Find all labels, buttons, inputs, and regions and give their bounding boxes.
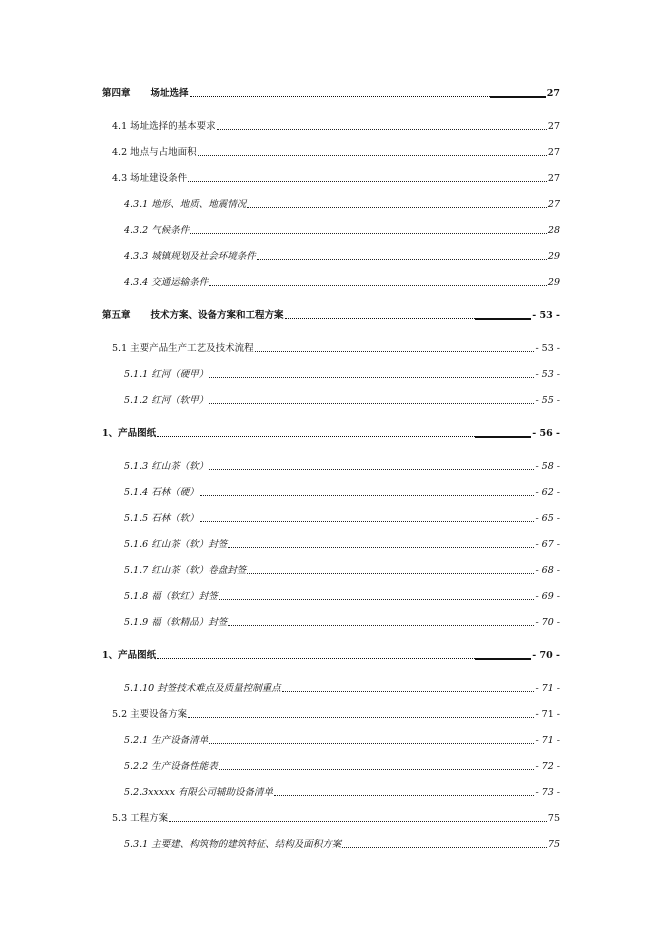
toc-page-number: - 65 -: [535, 513, 560, 524]
toc-page-number: - 55 -: [535, 395, 560, 406]
toc-page-number: - 69 -: [535, 591, 560, 602]
dot-leader: [209, 742, 534, 744]
dot-leader: [200, 520, 535, 522]
toc-entry-title: 5.3 工程方案: [112, 813, 169, 824]
toc-entry-5-1-8[interactable]: [124, 589, 560, 603]
toc-page-number: - 70 -: [535, 617, 560, 628]
toc-entry-5-1-1[interactable]: [124, 367, 560, 381]
toc-page-number: 27: [547, 121, 560, 132]
dot-leader: [198, 154, 547, 156]
dot-leader: [219, 768, 535, 770]
toc-entry-title: 4.3 场址建设条件: [112, 173, 188, 184]
dot-leader: [188, 180, 547, 182]
toc-entry-title: 4.2 地点与占地面积: [112, 147, 197, 158]
dot-leader: [285, 317, 532, 319]
toc-page-number: - 53 -: [532, 310, 560, 321]
toc-entry-title: 5.1.9 福（软精品）封签: [124, 617, 228, 628]
toc-page-number: - 71 -: [535, 683, 560, 694]
dot-leader: [157, 435, 531, 437]
dot-leader: [274, 794, 534, 796]
toc-page-number: 75: [547, 839, 560, 850]
toc-entry-5-1-6[interactable]: [124, 537, 560, 551]
dot-leader: [209, 402, 534, 404]
toc-entry-4-2[interactable]: [112, 145, 560, 159]
toc-entry-5-3-1[interactable]: [124, 837, 560, 851]
toc-entry-title: 5.1.2 红河（软甲）: [124, 395, 209, 406]
toc-chapter-label: 第五章: [102, 310, 131, 321]
toc-entry-5-2-3[interactable]: [124, 785, 560, 799]
toc-entry-4-3-3[interactable]: [124, 249, 560, 263]
toc-page-number: - 58 -: [535, 461, 560, 472]
toc-entry-title: 5.1.10 封签技术难点及质量控制重点: [124, 683, 281, 694]
toc-page-number: - 53 -: [535, 343, 560, 354]
toc-entry-5-2[interactable]: [112, 707, 560, 721]
dot-leader: [190, 95, 546, 97]
toc-entry-title: 1、产品图纸: [102, 428, 157, 439]
toc-entry-title: 5.2.1 生产设备清单: [124, 735, 209, 746]
dot-leader: [190, 232, 547, 234]
dot-leader: [188, 716, 534, 718]
dot-leader: [209, 376, 534, 378]
toc-page-number: - 56 -: [532, 428, 560, 439]
toc-entry-title: 4.3.4 交通运输条件: [124, 277, 209, 288]
dot-leader: [282, 690, 535, 692]
toc-page-number: - 71 -: [535, 735, 560, 746]
toc-entry-5-1[interactable]: [112, 341, 560, 355]
toc-entry-title: 5.1 主要产品生产工艺及技术流程: [112, 343, 254, 354]
toc-entry-chapter-5[interactable]: [102, 308, 560, 322]
toc-entry-title: 4.3.3 城镇规划及社会环境条件: [124, 251, 256, 262]
toc-entry-5-2-2[interactable]: [124, 759, 560, 773]
dot-leader: [228, 624, 534, 626]
toc-page-number: 28: [547, 225, 560, 236]
dot-leader: [157, 657, 531, 659]
dot-leader: [209, 468, 534, 470]
toc-entry-5-1-4[interactable]: [124, 485, 560, 499]
toc-entry-title: 5.2 主要设备方案: [112, 709, 188, 720]
toc-entry-5-1-2[interactable]: [124, 393, 560, 407]
dot-leader: [247, 206, 547, 208]
toc-page-number: - 72 -: [535, 761, 560, 772]
dot-leader: [217, 128, 547, 130]
toc-entry-4-3[interactable]: [112, 171, 560, 185]
dot-leader: [257, 258, 547, 260]
toc-entry-5-1-10[interactable]: [124, 681, 560, 695]
toc-entry-5-3[interactable]: [112, 811, 560, 825]
toc-page-number: 27: [547, 199, 560, 210]
toc-page-number: - 68 -: [535, 565, 560, 576]
dot-leader: [247, 572, 534, 574]
toc-entry-4-3-1[interactable]: [124, 197, 560, 211]
dot-leader: [200, 494, 535, 496]
dot-leader: [219, 598, 535, 600]
toc-page-number: 27: [547, 173, 560, 184]
toc-entry-title: 4.1 场址选择的基本要求: [112, 121, 216, 132]
toc-entry-chapter-4[interactable]: [102, 86, 560, 100]
toc-entry-title: 5.1.4 石林（硬）: [124, 487, 199, 498]
dot-leader: [342, 846, 547, 848]
toc-page-number: - 73 -: [535, 787, 560, 798]
toc-entry-4-3-4[interactable]: [124, 275, 560, 289]
toc-entry-product-drawings-2[interactable]: [102, 648, 560, 662]
toc-entry-title: 5.1.7 红山茶（软）卷盘封签: [124, 565, 247, 576]
toc-page-number: - 70 -: [532, 650, 560, 661]
dot-leader: [209, 284, 547, 286]
toc-page-number: 29: [547, 277, 560, 288]
toc-entry-title: 场址选择: [150, 88, 189, 99]
dot-leader: [169, 820, 547, 822]
toc-page-number: - 53 -: [535, 369, 560, 380]
toc-entry-5-2-1[interactable]: [124, 733, 560, 747]
toc-entry-5-1-7[interactable]: [124, 563, 560, 577]
toc-entry-title: 5.1.6 红山茶（软）封签: [124, 539, 228, 550]
toc-entry-title: 5.1.8 福（软红）封签: [124, 591, 218, 602]
toc-page-number: - 62 -: [535, 487, 560, 498]
toc-entry-product-drawings[interactable]: [102, 426, 560, 440]
toc-entry-title: 5.1.1 红河（硬甲）: [124, 369, 209, 380]
dot-leader: [228, 546, 534, 548]
toc-page-number: 29: [547, 251, 560, 262]
toc-page-number: 75: [547, 813, 560, 824]
toc-entry-title: 5.1.5 石林（软）: [124, 513, 199, 524]
toc-entry-title: 5.2.2 生产设备性能表: [124, 761, 218, 772]
toc-entry-title: 5.3.1 主要建、构筑物的建筑特征、结构及面积方案: [124, 839, 342, 850]
toc-page-number: 27: [547, 147, 560, 158]
toc-chapter-label: 第四章: [102, 88, 131, 99]
toc-entry-title: 4.3.1 地形、地质、地震情况: [124, 199, 247, 210]
toc-entry-title: 5.2.3xxxxx 有限公司辅助设备清单: [124, 787, 273, 798]
toc-page-number: - 71 -: [535, 709, 560, 720]
toc-entry-4-3-2[interactable]: [124, 223, 560, 237]
toc-entry-4-1[interactable]: [112, 119, 560, 133]
toc-entry-title: 技术方案、设备方案和工程方案: [150, 310, 284, 321]
toc-page-number: - 67 -: [535, 539, 560, 550]
dot-leader: [255, 350, 535, 352]
toc-entry-title: 4.3.2 气候条件: [124, 225, 190, 236]
toc-entry-title: 1、产品图纸: [102, 650, 157, 661]
toc-page-number: 27: [546, 88, 560, 99]
toc-entry-5-1-9[interactable]: [124, 615, 560, 629]
toc-entry-5-1-3[interactable]: [124, 459, 560, 473]
toc-entry-title: 5.1.3 红山茶（软）: [124, 461, 209, 472]
toc-entry-5-1-5[interactable]: [124, 511, 560, 525]
